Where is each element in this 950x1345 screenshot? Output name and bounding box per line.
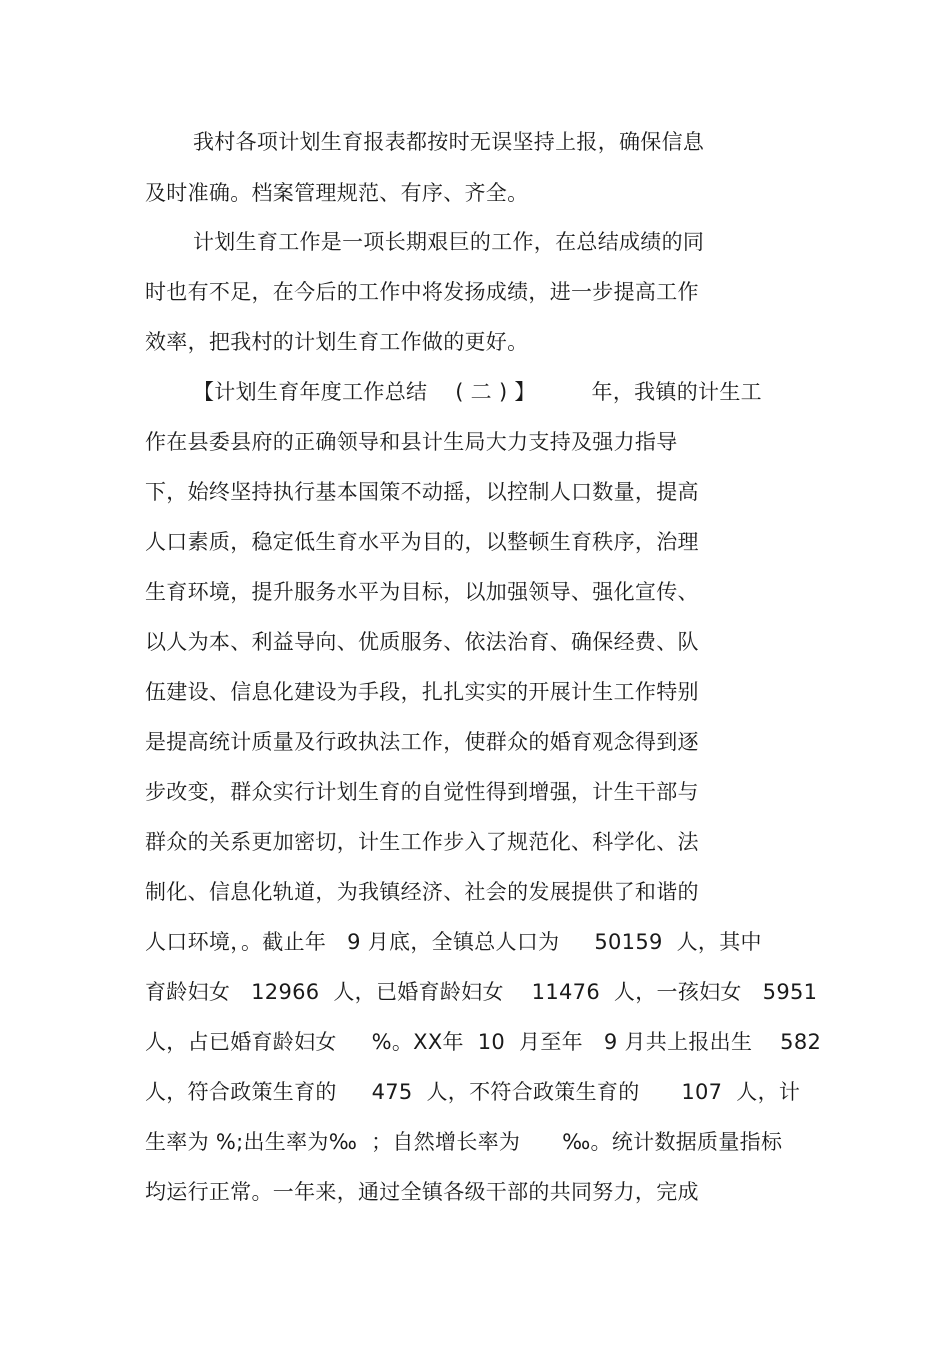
- paragraph-line: 作在县委县府的正确领导和县计生局大力支持及强力指导: [145, 430, 678, 454]
- paragraph-line: 均运行正常。一年来，通过全镇各级干部的共同努力，完成: [145, 1180, 699, 1204]
- paragraph-line: 计划生育工作是一项长期艰巨的工作，在总结成绩的同: [193, 230, 705, 254]
- paragraph-line: 群众的关系更加密切，计生工作步入了规范化、科学化、法: [145, 830, 699, 854]
- paragraph-line: 人口素质，稳定低生育水平为目的，以整顿生育秩序，治理: [145, 530, 699, 554]
- paragraph-line: 【计划生育年度工作总结 ( 二 ) 】 年，我镇的计生工: [193, 380, 762, 404]
- paragraph-line: 步改变，群众实行计划生育的自觉性得到增强，计生干部与: [145, 780, 699, 804]
- paragraph-line: 制化、信息化轨道，为我镇经济、社会的发展提供了和谐的: [145, 880, 699, 904]
- paragraph-line: 人，占已婚育龄妇女 %。XX年 10 月至年 9 月共上报出生 582: [145, 1030, 822, 1054]
- paragraph-line: 以人为本、利益导向、优质服务、依法治育、确保经费、队: [145, 630, 699, 654]
- paragraph-line: 是提高统计质量及行政执法工作，使群众的婚育观念得到逐: [145, 730, 699, 754]
- paragraph-line: 及时准确。档案管理规范、有序、齐全。: [145, 181, 529, 205]
- paragraph-line: 人，符合政策生育的 475 人，不符合政策生育的 107 人，计: [145, 1080, 801, 1104]
- paragraph-line: 效率，把我村的计划生育工作做的更好。: [145, 330, 529, 354]
- paragraph-line: 生育环境，提升服务水平为目标，以加强领导、强化宣传、: [145, 580, 699, 604]
- paragraph-line: 育龄妇女 12966 人，已婚育龄妇女 11476 人，一孩妇女 5951: [145, 980, 818, 1004]
- paragraph-line: 伍建设、信息化建设为手段，扎扎实实的开展计生工作特别: [145, 680, 699, 704]
- paragraph-line: 人口环境，。截止年 9 月底，全镇总人口为 50159 人，其中: [145, 930, 762, 954]
- paragraph-line: 下，始终坚持执行基本国策不动摇，以控制人口数量，提高: [145, 480, 699, 504]
- paragraph-line: 我村各项计划生育报表都按时无误坚持上报，确保信息: [193, 130, 705, 154]
- paragraph-line: 生率为 %;出生率为‰ ；自然增长率为 ‰。统计数据质量指标: [145, 1130, 783, 1154]
- paragraph-line: 时也有不足，在今后的工作中将发扬成绩，进一步提高工作: [145, 280, 699, 304]
